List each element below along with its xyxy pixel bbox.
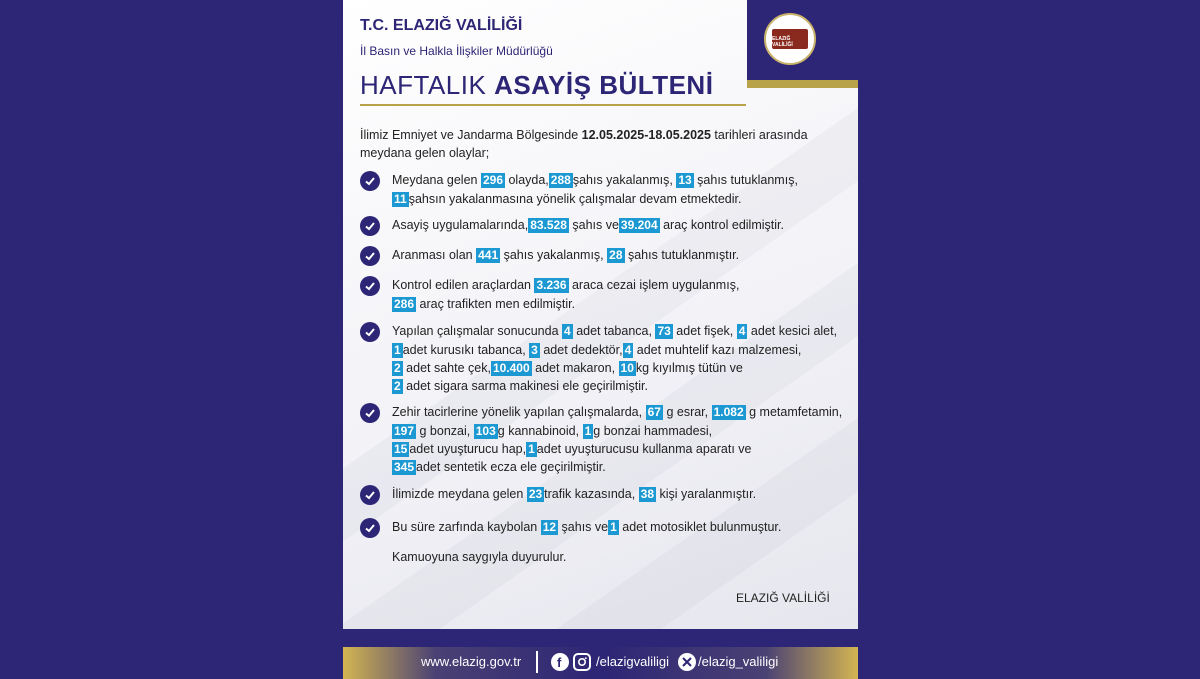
- check-icon: [360, 276, 380, 296]
- x-handle[interactable]: /elazig_valiligi: [698, 654, 779, 669]
- logo-gold-bar: [747, 80, 858, 88]
- title-underline: [360, 104, 746, 106]
- check-icon: [360, 216, 380, 236]
- intro-paragraph: İlimiz Emniyet ve Jandarma Bölgesinde 12.05.2025-18.05.2025 tarihleri arasında meydana gelen olaylar;: [360, 128, 808, 160]
- check-icon: [360, 246, 380, 266]
- check-icon: [360, 485, 380, 505]
- footer-divider: [536, 651, 538, 673]
- check-icon: [360, 403, 380, 423]
- facebook-icon[interactable]: [551, 653, 569, 671]
- date-range: 12.05.2025-18.05.2025: [581, 128, 711, 142]
- website-link[interactable]: www.elazig.gov.tr: [421, 654, 522, 669]
- check-icon: [360, 171, 380, 191]
- x-icon[interactable]: [678, 653, 696, 671]
- organization-name: T.C. ELAZIĞ VALİLİĞİ: [360, 17, 523, 34]
- department-name: İl Basın ve Halkla İlişkiler Müdürlüğü: [360, 44, 553, 58]
- svg-text:f: f: [557, 655, 562, 670]
- page-title: HAFTALIK ASAYİŞ BÜLTENİ: [360, 70, 714, 100]
- logo-text: ELAZIĞ VALİLİĞİ: [772, 29, 808, 49]
- closing-text: Kamuoyuna saygıyla duyurulur.: [392, 550, 567, 564]
- check-icon: [360, 518, 380, 538]
- social-handle[interactable]: /elazigvaliligi: [596, 654, 669, 669]
- instagram-icon[interactable]: [573, 653, 591, 671]
- check-icon: [360, 322, 380, 342]
- governorship-logo: [764, 13, 816, 65]
- signature: ELAZIĞ VALİLİĞİ: [736, 591, 830, 605]
